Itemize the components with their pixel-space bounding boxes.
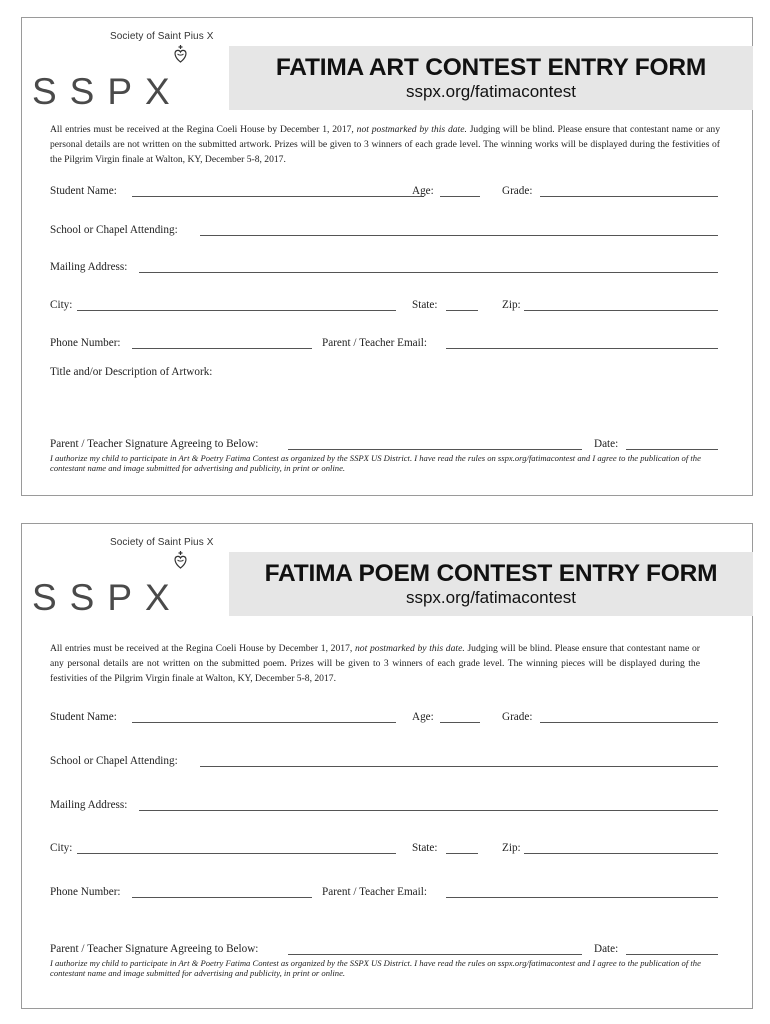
contest-url[interactable]: sspx.org/fatimacontest (405, 82, 577, 101)
title-band (229, 552, 753, 616)
grade-label: Grade: (502, 185, 533, 197)
zip-field[interactable] (524, 310, 718, 311)
sacred-heart-seal-icon (172, 44, 189, 64)
title-band (229, 46, 753, 110)
signature-field[interactable] (288, 954, 582, 955)
mailing-address-label: Mailing Address: (50, 799, 128, 811)
school-label: School or Chapel Attending: (50, 755, 178, 767)
authorization-statement: I authorize my child to participate in Art & Poetry Fatima Contest as organized by the SSPX US District. I have read the rules on sspx.org/fatimacontest and I agree to the publication of the contestant name and image submitted for advertising and publicity, in print or online. (50, 958, 701, 978)
email-field[interactable] (446, 348, 718, 349)
city-field[interactable] (77, 853, 396, 854)
state-label: State: (412, 842, 438, 854)
age-label: Age: (412, 711, 434, 723)
intro-text-rest: Judging will be blind. Please ensure that contestant name or any personal details are not written on the submitted artwork. Prizes will be given to 3 winners of each grade level. The winning works will be displayed during the festivities of the Pilgrim Virgin finale at Walton, KY, December 5-8, 2017. (50, 124, 720, 165)
city-label: City: (50, 299, 73, 311)
form-title: FATIMA ART CONTEST ENTRY FORM (275, 54, 707, 81)
school-field[interactable] (200, 235, 718, 236)
email-label: Parent / Teacher Email: (322, 337, 427, 349)
grade-label: Grade: (502, 711, 533, 723)
intro-emphasis: not postmarked by this date. (355, 643, 465, 654)
signature-label: Parent / Teacher Signature Agreeing to Below: (50, 438, 259, 450)
student-name-field[interactable] (132, 722, 396, 723)
email-field[interactable] (446, 897, 718, 898)
phone-label: Phone Number: (50, 886, 121, 898)
school-label: School or Chapel Attending: (50, 224, 178, 236)
zip-field[interactable] (524, 853, 718, 854)
city-field[interactable] (77, 310, 396, 311)
phone-field[interactable] (132, 897, 312, 898)
phone-label: Phone Number: (50, 337, 121, 349)
school-field[interactable] (200, 766, 718, 767)
mailing-address-label: Mailing Address: (50, 261, 128, 273)
age-field[interactable] (440, 196, 480, 197)
signature-label: Parent / Teacher Signature Agreeing to Below: (50, 943, 259, 955)
date-label: Date: (594, 438, 619, 450)
state-field[interactable] (446, 853, 478, 854)
date-label: Date: (594, 943, 619, 955)
email-label: Parent / Teacher Email: (322, 886, 427, 898)
zip-label: Zip: (502, 299, 521, 311)
contest-url[interactable]: sspx.org/fatimacontest (405, 588, 577, 607)
art-entry-form (21, 17, 753, 496)
intro-text: All entries must be received at the Regina Coeli House by December 1, 2017, (50, 643, 353, 654)
student-name-label: Student Name: (50, 711, 117, 723)
date-field[interactable] (626, 449, 718, 450)
poem-entry-form (21, 523, 753, 1009)
intro-text-rest: Judging will be blind. Please ensure that contestant name or any personal details are not written on the submitted poem. Prizes will be given to 3 winners of each grade level. The winning pieces will be displayed during the festivities of the Pilgrim Virgin finale at Walton, KY, December 5-8, 2017. (50, 643, 700, 684)
city-label: City: (50, 842, 73, 854)
date-field[interactable] (626, 954, 718, 955)
age-field[interactable] (440, 722, 480, 723)
state-field[interactable] (446, 310, 478, 311)
phone-field[interactable] (132, 348, 312, 349)
form-title: FATIMA POEM CONTEST ENTRY FORM (264, 560, 718, 587)
zip-label: Zip: (502, 842, 521, 854)
state-label: State: (412, 299, 438, 311)
mailing-address-field[interactable] (139, 810, 718, 811)
intro-paragraph (50, 122, 720, 167)
society-name: Society of Saint Pius X (110, 31, 214, 42)
authorization-statement: I authorize my child to participate in Art & Poetry Fatima Contest as organized by the SSPX US District. I have read the rules on sspx.org/fatimacontest and I agree to the publication of the contestant name and image submitted for advertising and publicity, in print or online. (50, 453, 701, 473)
grade-field[interactable] (540, 196, 718, 197)
artwork-title-label: Title and/or Description of Artwork: (50, 366, 213, 378)
intro-text: All entries must be received at the Regina Coeli House by December 1, 2017, (50, 124, 354, 135)
sspx-logo: SSPX (32, 71, 183, 112)
student-name-field[interactable] (132, 196, 424, 197)
intro-emphasis: not postmarked by this date. (356, 124, 467, 135)
student-name-label: Student Name: (50, 185, 117, 197)
society-name: Society of Saint Pius X (110, 537, 214, 548)
grade-field[interactable] (540, 722, 718, 723)
age-label: Age: (412, 185, 434, 197)
intro-paragraph (50, 641, 700, 686)
sacred-heart-seal-icon (172, 550, 189, 570)
signature-field[interactable] (288, 449, 582, 450)
mailing-address-field[interactable] (139, 272, 718, 273)
sspx-logo: SSPX (32, 577, 183, 618)
